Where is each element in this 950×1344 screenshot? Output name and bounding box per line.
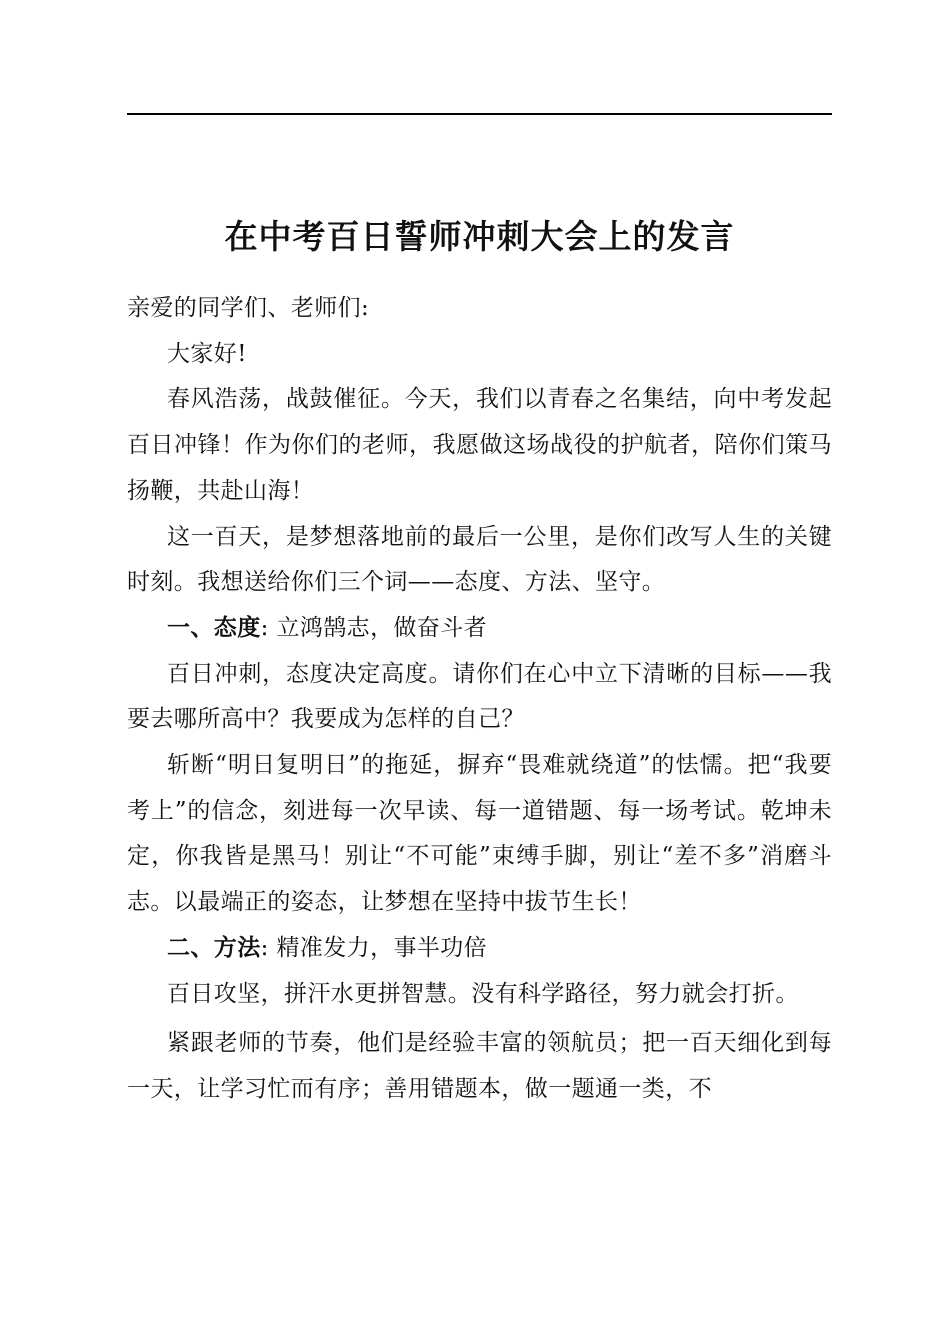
header-rule	[127, 113, 832, 115]
paragraph-attitude-1: 百日冲刺，态度决定高度。请你们在心中立下清晰的目标——我要去哪所高中？我要成为怎样的自己？	[127, 660, 832, 733]
section-label-method: 二、方法	[167, 934, 261, 961]
paragraph-method-1: 百日攻坚，拼汗水更拼智慧。没有科学路径，努力就会打折。	[167, 980, 799, 1007]
paragraph-intro: 春风浩荡，战鼓催征。今天，我们以青春之名集结，向中考发起百日冲锋！作为你们的老师，我愿做这场战役的护航者，陪你们策马扬鞭，共赴山海！	[127, 386, 832, 504]
paragraph-attitude-2: 斩断“明日复明日”的拖延，摒弃“畏难就绕道”的怯懦。把“我要考上”的信念，刻进每一次早读、每一道错题、每一场考试。乾坤未定，你我皆是黑马！别让“不可能”束缚手脚，别让“差不多”消磨斗志。以最端正的姿态，让梦想在坚持中拔节生长！	[127, 752, 832, 916]
section-subtitle-attitude: : 立鸿鹄志，做奋斗者	[260, 614, 488, 641]
section-label-attitude: 一、态度	[167, 614, 261, 641]
section-subtitle-method: : 精准发力，事半功倍	[260, 934, 488, 961]
document-body	[127, 286, 832, 1113]
greeting: 大家好!	[167, 340, 247, 367]
salutation: 亲爱的同学们、老师们:	[127, 295, 370, 321]
paragraph-overview: 这一百天，是梦想落地前的最后一公里，是你们改写人生的关键时刻。我想送给你们三个词——态度、方法、坚守。	[127, 523, 832, 596]
page-title: 在中考百日誓师冲刺大会上的发言	[224, 217, 735, 256]
paragraph-method-2: 紧跟老师的节奏，他们是经验丰富的领航员；把一百天细化到每一天，让学习忙而有序；善用错题本，做一题通一类，不	[127, 1030, 832, 1102]
section-heading-method	[127, 926, 832, 972]
section-heading-attitude	[127, 606, 832, 652]
